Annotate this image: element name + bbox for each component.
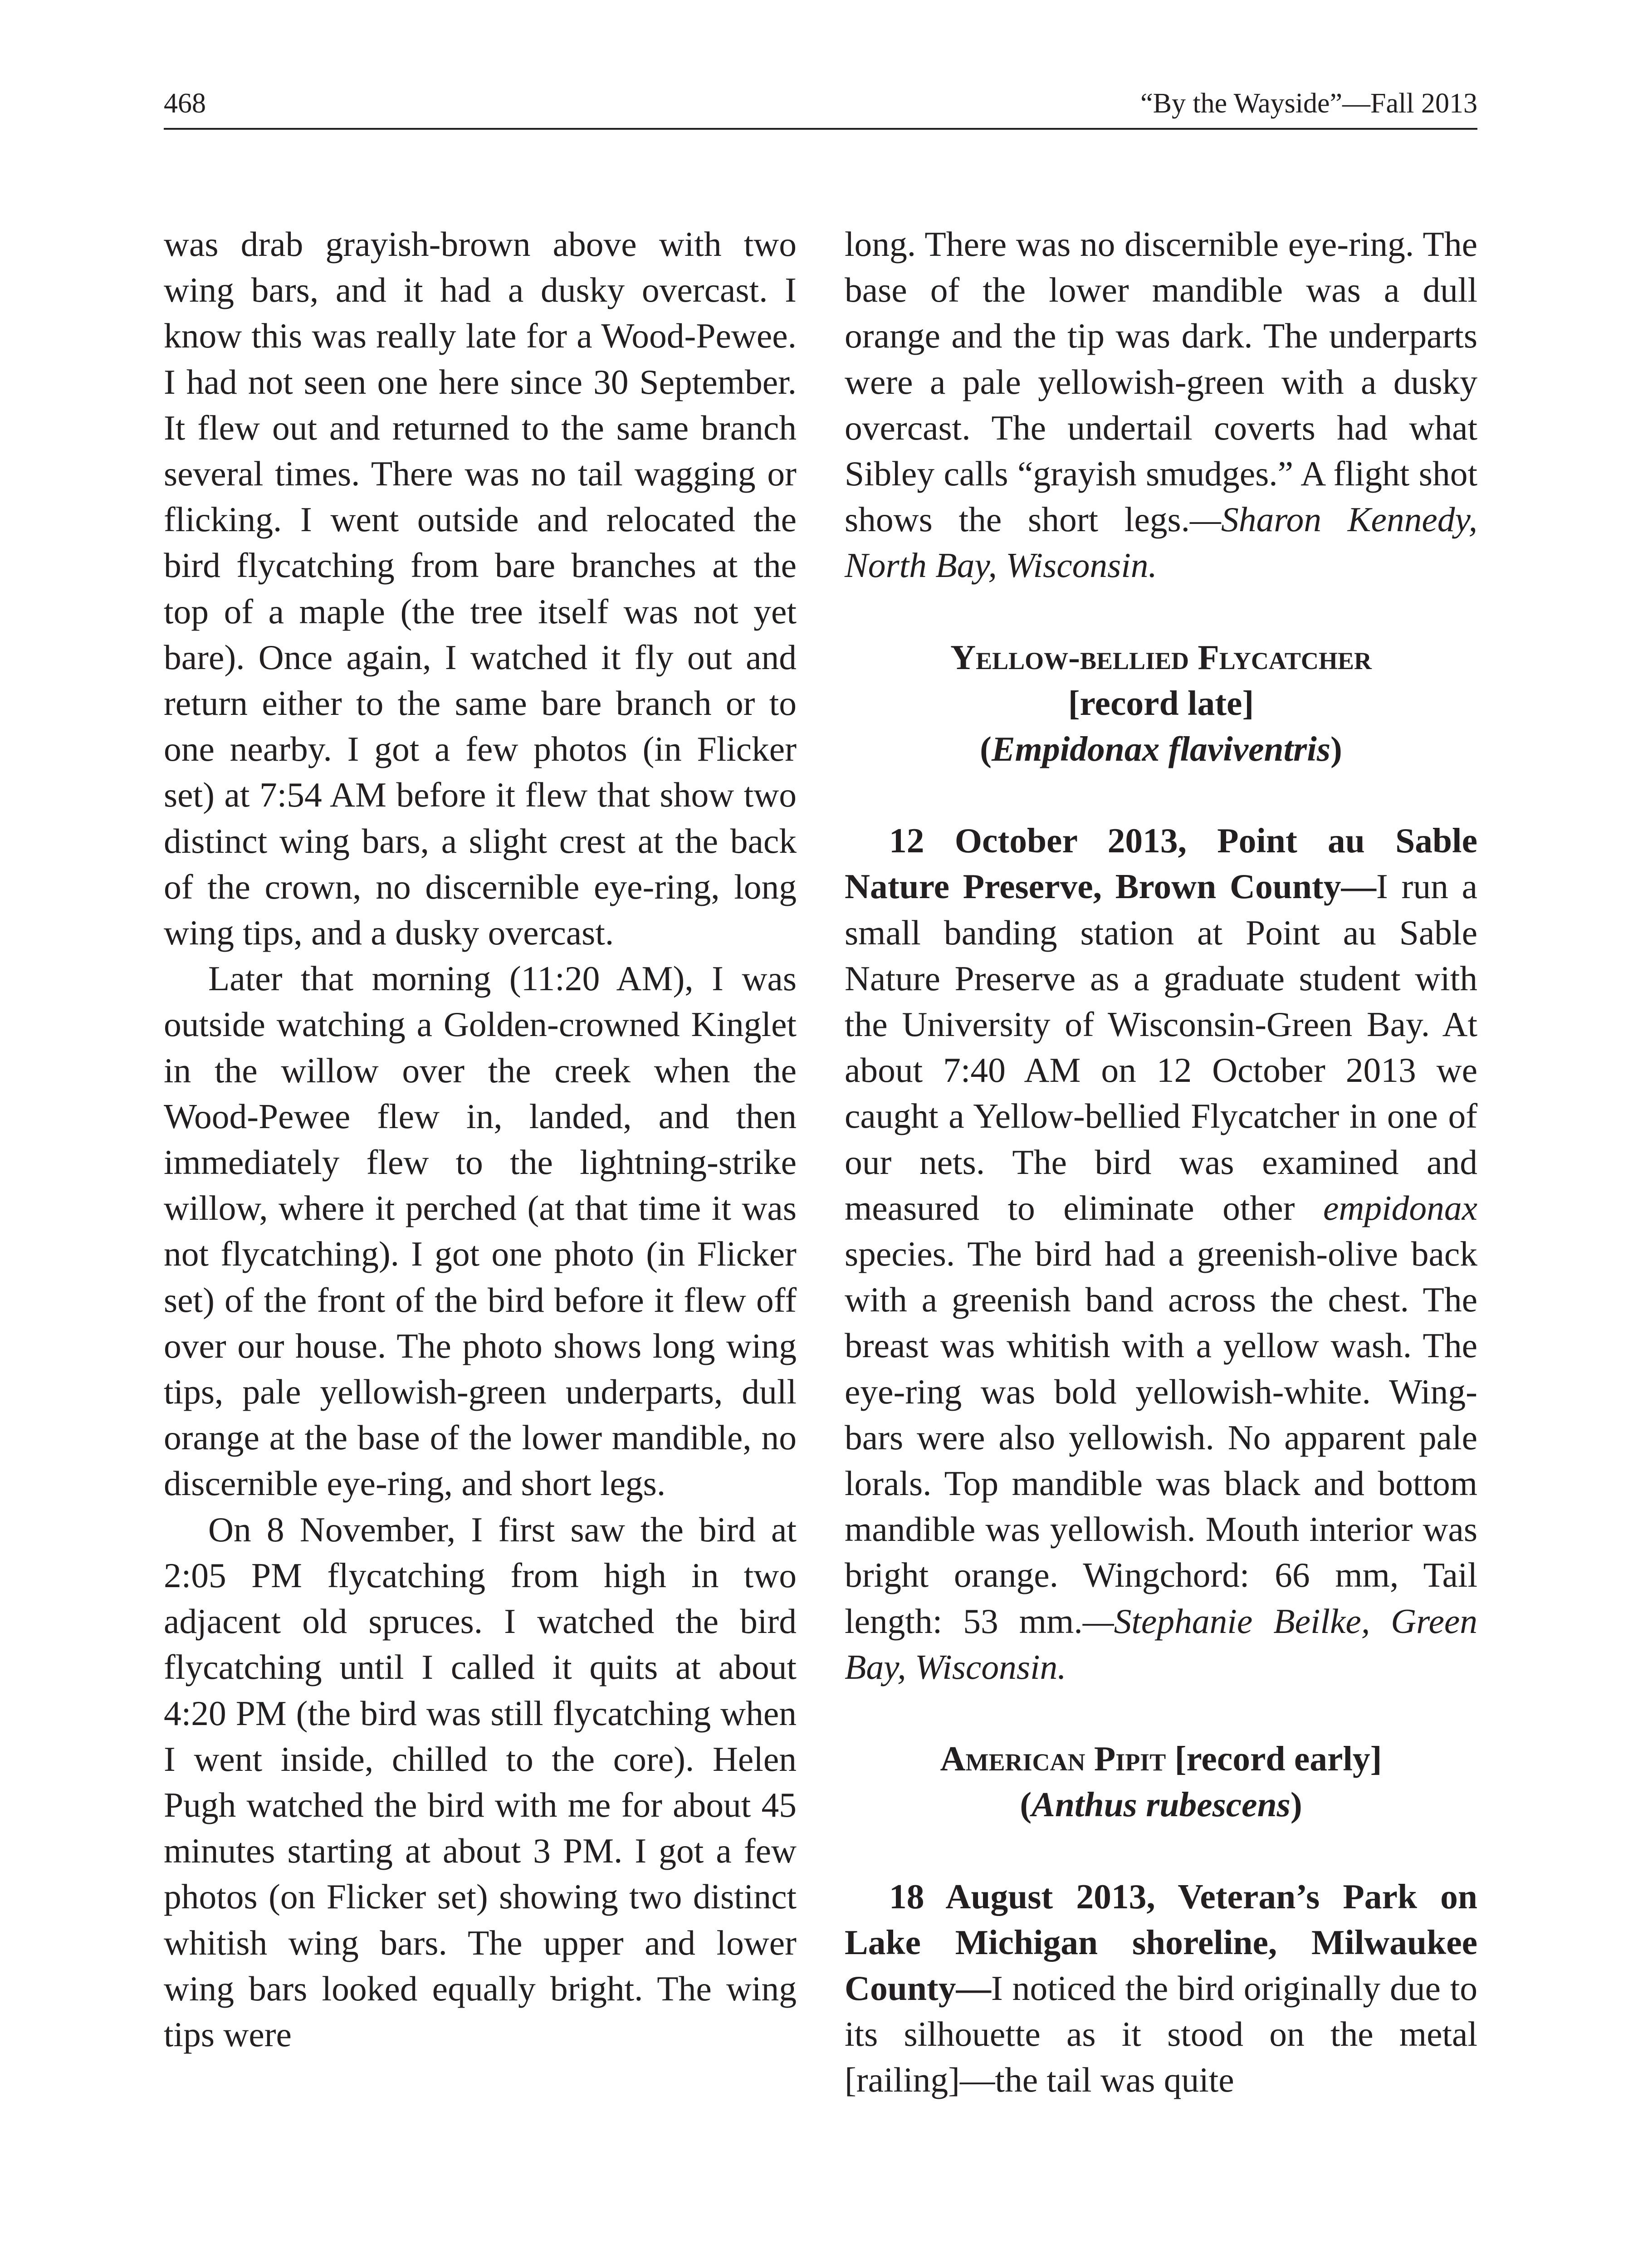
paragraph [845, 221, 1477, 589]
paragraph-text: long. There was no discernible eye-ring. The base of the lower mandible was a dull orange and the tip was dark. The underparts were a pale yellowish-green with a dusky overcast. The undertail coverts had what Sibley calls “grayish smudges.” A flight shot shows the short legs. [845, 225, 1477, 539]
spacer [845, 1690, 1477, 1736]
spacer [845, 1828, 1477, 1874]
running-title: “By the Wayside”—Fall 2013 [1140, 88, 1477, 119]
header-rule [164, 128, 1477, 130]
record-lead: 12 October 2013, Point au Sable Nature Preserve, Brown County— [845, 821, 1477, 906]
latin-name: Empidonax flaviventris [991, 729, 1331, 769]
italic-term: empidonax [1323, 1188, 1477, 1227]
page-header [164, 85, 1477, 131]
paragraph: Later that morning (11:20 AM), I was outside watching a Golden-crowned Kinglet in the willow over the creek when the Wood-Pewee flew in, landed, and then immediately flew to the lightning-strike willow, where it perched (at that time it was not flycatching). I got one photo (in Flicker set) of the front of the bird before it flew off over our house. The photo shows long wing tips, pale yellowish-green underparts, dull orange at the base of the lower mandible, no discernible eye-ring, and short legs. [164, 959, 797, 1503]
paragraph: was drab grayish-brown above with two wing bars, and it had a dusky overcast. I know this was really late for a Wood-Pewee. I had not seen one here since 30 September. It flew out and returned to the same branch several times. There was no tail wagging or flicking. I went outside and relocated the bird flycatching from bare branches at the top of a maple (the tree itself was not yet bare). Once again, I watched it fly out and return either to the same bare branch or to one nearby. I got a few photos (in Flicker set) at 7:54 AM before it flew that show two distinct wing bars, a slight crest at the back of the crown, no discernible eye-ring, long wing tips, and a dusky overcast. [164, 225, 797, 953]
author-signature: —Stephanie Beilke, Green Bay, Wisconsin. [845, 1601, 1478, 1686]
spacer [845, 589, 1477, 635]
species-heading: American Pipit [record early] (Anthus rubescens) [940, 1739, 1382, 1824]
right-column [845, 221, 1477, 2103]
paragraph [845, 818, 1477, 1690]
paragraph-text: I run a small banding station at Point au Sable Nature Preserve as a graduate student with the University of Wisconsin-Green Bay. At about 7:40 AM on 12 October 2013 we caught a Yellow-bellied Flycatcher in one of our nets. The bird was examined and measured to eliminate other [845, 867, 1477, 1227]
left-column [164, 221, 797, 2058]
species-name: American Pipit [940, 1739, 1166, 1779]
paragraph-text: species. The bird had a greenish-olive back with a greenish band across the chest. The breast was whitish with a yellow wash. The eye-ring was bold yellowish-white. Wing-bars were also yellowish. No apparent pale lorals. Top mandible was black and bottom mandible was yellowish. Mouth interior was bright orange. Wingchord: 66 mm, Tail length: 53 mm. [845, 1234, 1477, 1641]
paragraph [845, 1874, 1477, 2103]
record-note: [record late] [1068, 683, 1254, 723]
latin-name: Anthus rubescens [1032, 1785, 1291, 1824]
record-note: [record early] [1174, 1739, 1382, 1779]
record-lead: 18 August 2013, Veteran’s Park on Lake Michigan shoreline, Milwaukee County— [845, 1877, 1477, 2008]
paragraph-text: I noticed the bird originally due to its silhouette as it stood on the metal [railing]—the tail was quite [845, 1968, 1477, 2100]
spacer [845, 772, 1477, 818]
paragraph: On 8 November, I first saw the bird at 2:05 PM flycatching from high in two adjacent old spruces. I watched the bird flycatching until I called it quits at about 4:20 PM (the bird was still flycatching when I went inside, chilled to the core). Helen Pugh watched the bird with me for about 45 minutes starting at about 3 PM. I got a few photos (on Flicker set) showing two distinct whitish wing bars. The upper and lower wing bars looked equally bright. The wing tips were [164, 1510, 797, 2054]
page-number: 468 [164, 88, 206, 119]
species-name: Yellow-bellied Flycatcher [950, 637, 1372, 677]
author-signature: —Sharon Kennedy, North Bay, Wisconsin. [845, 500, 1477, 585]
species-heading: Yellow-bellied Flycatcher [record late] (Empidonax flaviventris) [845, 635, 1477, 772]
